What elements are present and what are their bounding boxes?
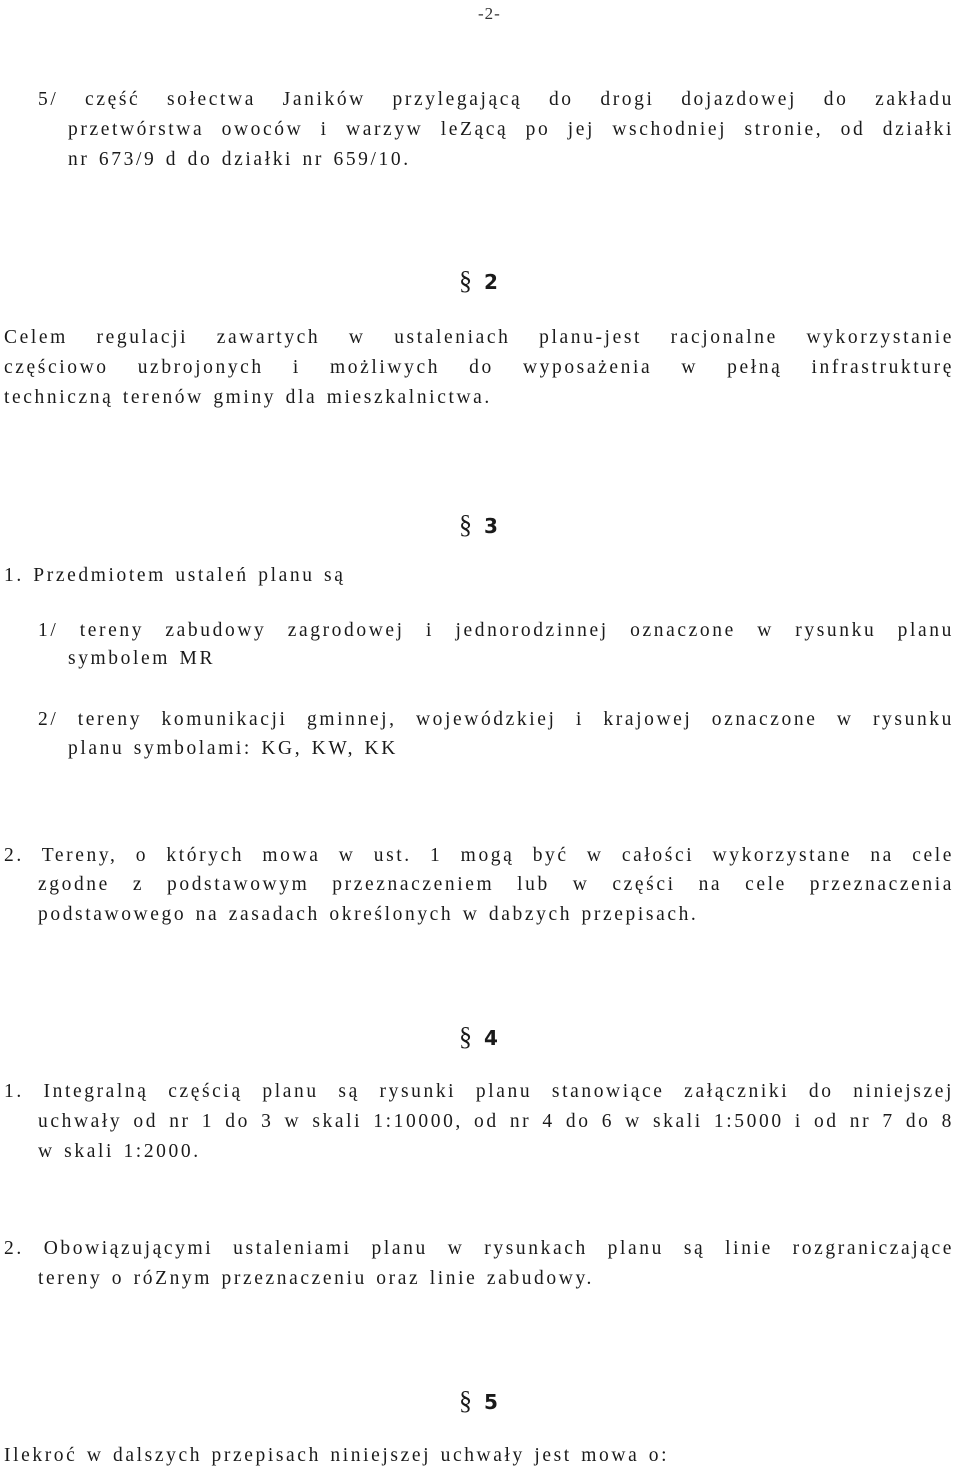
section-heading-4: [459, 1022, 498, 1054]
section-2-line-2: częściowo uzbrojonych i możliwych do wyposażenia w pełną infrastrukturę: [4, 357, 954, 378]
section-4-paragraph-1-line-2: uchwały od nr 1 do 3 w skali 1:10000, od nr 4 do 6 w skali 1:5000 i od nr 7 do 8: [38, 1111, 954, 1132]
section-4-paragraph-2-line-2: tereny o róZnym przeznaczeniu oraz linie zabudowy.: [38, 1268, 595, 1289]
section-4-paragraph-1-line-1: 1. Integralną częścią planu są rysunki planu stanowiące załączniki do niniejszej: [4, 1081, 954, 1102]
section-number: 3: [484, 514, 498, 538]
section-sign: §: [459, 266, 472, 295]
section-3-paragraph-2-line-1: 2. Tereny, o których mowa w ust. 1 mogą być w całości wykorzystane na cele: [4, 845, 954, 866]
section-heading-5: [459, 1386, 498, 1418]
section-2-line-3: techniczną terenów gminy dla mieszkalnictwa.: [4, 387, 492, 408]
section-3-paragraph-2-line-2: zgodne z podstawowym przeznaczeniem lub w części na cele przeznaczenia: [38, 874, 954, 895]
item-5-line-3: nr 673/9 d do działki nr 659/10.: [68, 149, 411, 170]
section-3-item-1-line-1: 1/ tereny zabudowy zagrodowej i jednorodzinnej oznaczone w rysunku planu: [38, 620, 954, 641]
section-4-paragraph-1-line-3: w skali 1:2000.: [38, 1141, 201, 1162]
section-3-paragraph-1: 1. Przedmiotem ustaleń planu są: [4, 565, 346, 586]
section-3-paragraph-2-line-3: podstawowego na zasadach określonych w dabzych przepisach.: [38, 904, 699, 925]
item-5-line-1: 5/ część sołectwa Janików przylegającą do drogi dojazdowej do zakładu: [38, 89, 954, 110]
section-heading-2: [459, 266, 498, 298]
section-number: 2: [484, 270, 498, 294]
section-3-item-2-line-2: planu symbolami: KG, KW, KK: [68, 738, 398, 759]
section-sign: §: [459, 510, 472, 539]
section-2-line-1: Celem regulacji zawartych w ustaleniach planu-jest racjonalne wykorzystanie: [4, 327, 954, 348]
section-number: 5: [484, 1390, 498, 1414]
section-sign: §: [459, 1022, 472, 1051]
section-3-item-1-line-2: symbolem MR: [68, 648, 216, 669]
section-3-item-2-line-1: 2/ tereny komunikacji gminnej, wojewódzkiej i krajowej oznaczone w rysunku: [38, 709, 954, 730]
item-5-line-2: przetwórstwa owoców i warzyw leZącą po jej wschodniej stronie, od działki: [68, 119, 954, 140]
section-heading-3: [459, 510, 498, 542]
section-sign: §: [459, 1386, 472, 1415]
page-number: -2-: [478, 4, 501, 23]
section-4-paragraph-2-line-1: 2. Obowiązującymi ustaleniami planu w rysunkach planu są linie rozgraniczające: [4, 1238, 954, 1259]
section-5-line-1: Ilekroć w dalszych przepisach niniejszej uchwały jest mowa o:: [4, 1445, 670, 1466]
section-number: 4: [484, 1026, 498, 1050]
